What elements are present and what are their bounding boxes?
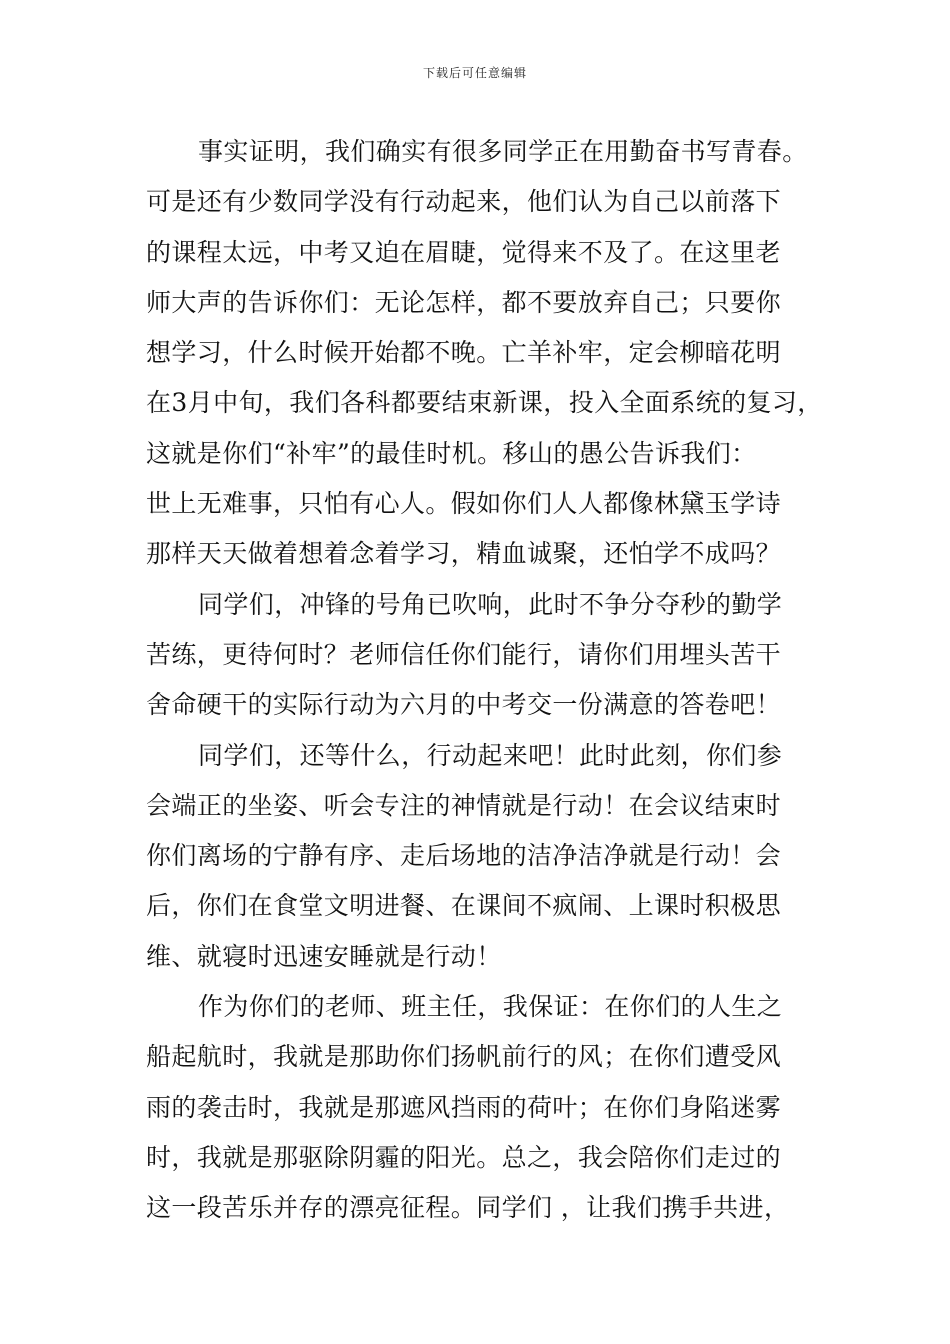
- paragraph-line: 那样天天做着想着念着学习，精血诚聚，还怕学不成吗？: [146, 539, 782, 569]
- paragraph-line: 可是还有少数同学没有行动起来，他们认为自己以前落下: [146, 187, 782, 217]
- paragraph-line: 维、就寝时迅速安睡就是行动！: [146, 941, 502, 971]
- page-header: 下载后可任意编辑: [422, 66, 527, 80]
- paragraph-line: 这就是你们“补牢”的最佳时机。移山的愚公告诉我们：: [146, 438, 757, 468]
- paragraph-line: 这一段苦乐并存的漂亮征程。同学们 ，让我们携手共进，: [146, 1193, 790, 1223]
- paragraph-line: 在3月中旬，我们各科都要结束新课，投入全面系统的复习，: [146, 388, 823, 418]
- paragraph-line: 苦练，更待何时？老师信任你们能行，请你们用埋头苦干: [146, 639, 782, 669]
- paragraph-line: 同学们，还等什么，行动起来吧！此时此刻，你们参: [198, 740, 783, 770]
- paragraph-line: 船起航时，我就是那助你们扬帆前行的风；在你们遭受风: [146, 1042, 782, 1072]
- paragraph-line: 世上无难事，只怕有心人。假如你们人人都像林黛玉学诗: [146, 489, 782, 519]
- paragraph-line: 同学们，冲锋的号角已吹响，此时不争分夺秒的勤学: [198, 589, 783, 619]
- paragraph-line: 雨的袭击时，我就是那遮风挡雨的荷叶；在你们身陷迷雾: [146, 1092, 782, 1122]
- paragraph-line: 师大声的告诉你们：无论怎样，都不要放弃自己；只要你: [146, 287, 782, 317]
- paragraph-line: 舍命硬干的实际行动为六月的中考交一份满意的答卷吧！: [146, 690, 782, 720]
- paragraph-line: 想学习，什么时候开始都不晚。亡羊补牢，定会柳暗花明: [146, 338, 782, 368]
- paragraph-line: 会端正的坐姿、听会专注的神情就是行动！在会议结束时: [146, 790, 782, 820]
- paragraph-line: 后，你们在食堂文明进餐、在课间不疯闹、上课时积极思: [146, 891, 782, 921]
- paragraph-line: 你们离场的宁静有序、走后场地的洁净洁净就是行动！会: [146, 841, 782, 871]
- paragraph-line: 事实证明，我们确实有很多同学正在用勤奋书写青春。: [198, 137, 808, 166]
- paragraph-line: 时，我就是那驱除阴霾的阳光。总之，我会陪你们走过的: [146, 1142, 782, 1172]
- paragraph-line: 的课程太远，中考又迫在眉睫，觉得来不及了。在这里老: [146, 237, 782, 267]
- document-body: [146, 127, 836, 1234]
- paragraph-line: 作为你们的老师、班主任，我保证：在你们的人生之: [198, 992, 783, 1022]
